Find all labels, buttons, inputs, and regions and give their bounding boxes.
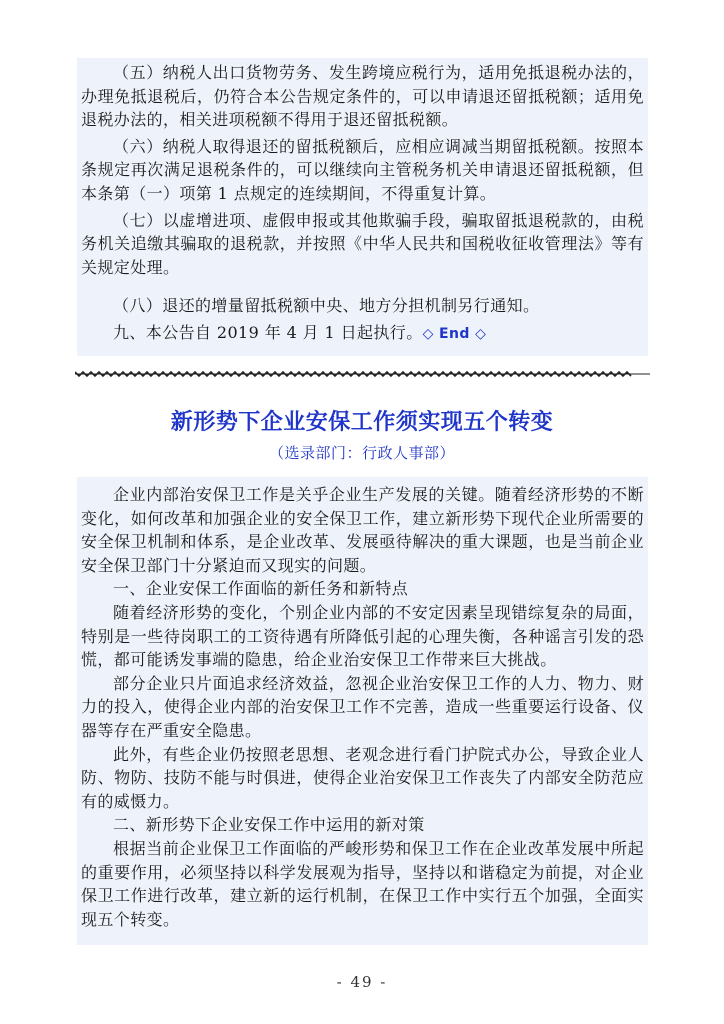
paragraph-6: （六）纳税人取得退还的留抵税额后，应相应调减当期留抵税额。按照本条规定再次满足退税条件的，可以继续向主管税务机关申请退还留抵税额，但本条第（一）项第 1 点规定的连续期间，不得重复计算。 xyxy=(81,136,644,203)
paragraph-9 xyxy=(81,318,644,347)
article-subtitle: （选录部门：行政人事部） xyxy=(268,444,455,462)
effective-date-line: 九、本公告自 2019 年 4 月 1 日起执行。 xyxy=(113,322,423,342)
article-heading-2: 二、新形势下企业安保工作中运用的新对策 xyxy=(113,815,425,835)
article-paragraph: 随着经济形势的变化，个别企业内部的不安定因素呈现错综复杂的局面，特别是一些待岗职工的工资待遇有所降低引起的心理失衡，各种谣言引发的恐慌，都可能诱发事端的隐患，给企业治安保卫工作带来巨大挑战。 xyxy=(81,602,644,670)
article-paragraph: 根据当前企业保卫工作面临的严峻形势和保卫工作在企业改革发展中所起的重要作用，必须坚持以科学发展观为指导，坚持以和谐稳定为前提，对企业保卫工作进行改革，建立新的运行机制，在保卫工作中实行五个加强，全面实现五个转变。 xyxy=(81,838,644,929)
section-divider xyxy=(75,369,650,379)
paragraph-8: （八）退还的增量留抵税额中央、地方分担机制另行通知。 xyxy=(113,296,540,316)
article-paragraph: 部分企业只片面追求经济效益，忽视企业治安保卫工作的人力、物力、财力的投入，使得企业内部的治安保卫工作不完善，造成一些重要运行设备、仪器等存在严重安全隐患。 xyxy=(81,673,644,740)
article-title: 新形势下企业安保工作须实现五个转变 xyxy=(170,410,554,435)
article-heading-1: 一、企业安保工作面临的新任务和新特点 xyxy=(113,579,409,599)
article-paragraph: 此外，有些企业仍按照老思想、老观念进行看门护院式办公，导致企业人防、物防、技防不能与时俱进，使得企业治安保卫工作丧失了内部安全防范应有的威慑力。 xyxy=(81,744,644,811)
page-number: - 49 - xyxy=(336,973,388,991)
paragraph-5: （五）纳税人出口货物劳务、发生跨境应税行为，适用免抵退税办法的，办理免抵退税后，仍符合本公告规定条件的，可以申请退还留抵税额；适用免退税办法的，相关进项税额不得用于退还留抵税额。 xyxy=(81,63,644,130)
section-previous-article xyxy=(77,58,648,356)
end-mark: ◇ End ◇ xyxy=(422,325,487,342)
article-body xyxy=(77,477,648,945)
article-paragraph: 企业内部治安保卫工作是关乎企业生产发展的关键。随着经济形势的不断变化，如何改革和加强企业的安全保卫工作，建立新形势下现代企业所需要的安全保卫机制和体系，是企业改革、发展亟待解决的重大课题，也是当前企业安全保卫部门十分紧迫而又现实的问题。 xyxy=(81,485,644,575)
paragraph-7: （七）以虚增进项、虚假申报或其他欺骗手段，骗取留抵退税款的，由税务机关追缴其骗取的退税款，并按照《中华人民共和国税收征收管理法》等有关规定处理。 xyxy=(81,210,644,277)
